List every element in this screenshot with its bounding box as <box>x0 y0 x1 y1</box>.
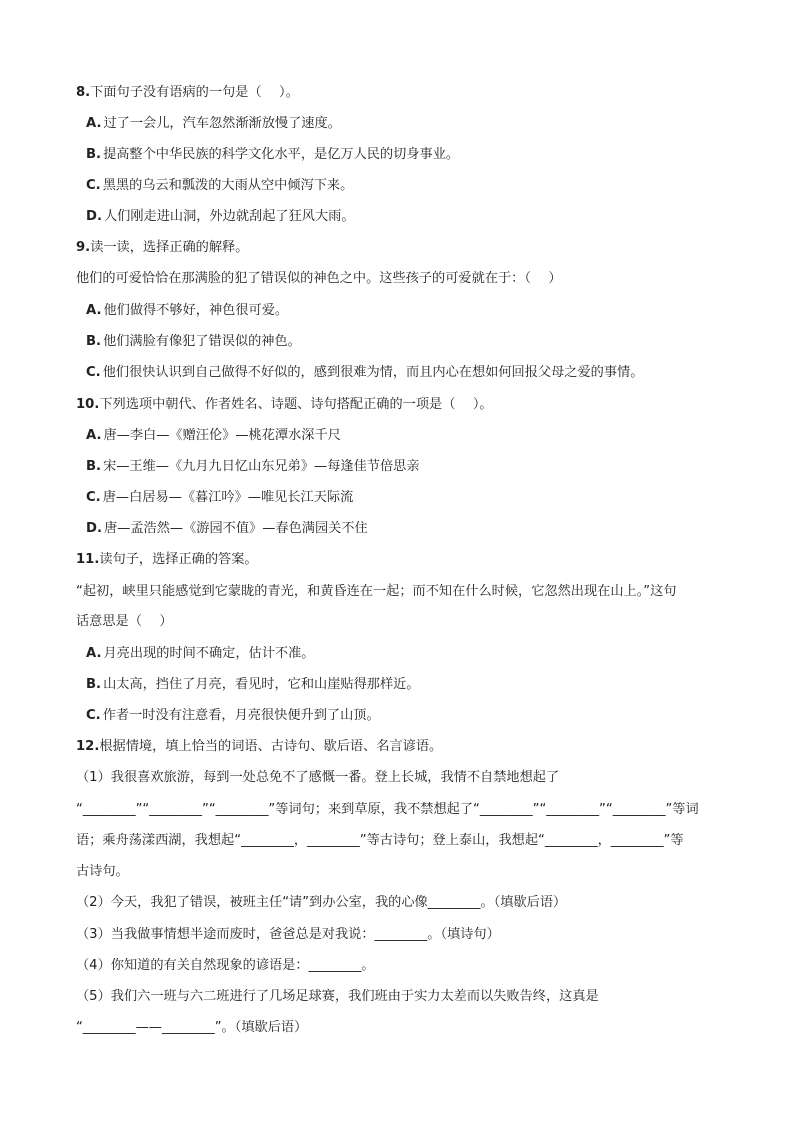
question-11-option-a[interactable]: A. 月亮出现的时间不确定，估计不准。 <box>86 646 315 661</box>
question-9-option-c[interactable]: C. 他们很快认识到自己做得不好似的，感到很难为情，而且内心在想如何回报父母之爱的事情。 <box>86 365 644 380</box>
question-12-line-8: （5）我们六一班与六二班进行了几场足球赛，我们班由于实力太差而以失败告终，这真是 <box>76 989 599 1004</box>
question-10-option-d[interactable]: D. 唐—孟浩然—《游园不值》—春色满园关不住 <box>86 521 368 536</box>
question-8-option-a[interactable]: A. 过了一会儿，汽车忽然渐渐放慢了速度。 <box>86 116 341 131</box>
question-12-line-9[interactable]: “________——________”。（填歇后语） <box>76 1020 308 1035</box>
question-12-line-4: 古诗句。 <box>76 864 129 879</box>
question-10-stem: 10.下列选项中朝代、作者姓名、诗题、诗句搭配正确的一项是（ ）。 <box>76 397 493 412</box>
question-10-option-c[interactable]: C. 唐—白居易—《暮江吟》—唯见长江天际流 <box>86 490 354 505</box>
question-12-line-2[interactable]: “________”“________”“________”等词句；来到草原，我不禁想起了“________”“________”“________”等词 <box>76 802 699 817</box>
question-10-option-b[interactable]: B. 宋—王维—《九月九日忆山东兄弟》—每逢佳节倍思亲 <box>86 459 420 474</box>
question-11-option-b[interactable]: B. 山太高，挡住了月亮，看见时，它和山崖贴得那样近。 <box>86 677 420 692</box>
question-8-option-b[interactable]: B. 提高整个中华民族的科学文化水平，是亿万人民的切身事业。 <box>86 147 460 162</box>
question-9-option-a[interactable]: A. 他们做得不够好，神色很可爱。 <box>86 303 289 318</box>
question-12-line-1[interactable]: （1）我很喜欢旅游，每到一处总免不了感慨一番。登上长城，我情不自禁地想起了 <box>76 770 560 785</box>
question-10-option-a[interactable]: A. 唐—李白—《赠汪伦》—桃花潭水深千尺 <box>86 428 341 443</box>
question-11-stem: 11.读句子，选择正确的答案。 <box>76 552 258 567</box>
question-12-line-7[interactable]: （4）你知道的有关自然现象的谚语是：________。 <box>76 958 375 973</box>
question-12-line-3[interactable]: 语；乘舟荡漾西湖，我想起“________，________”等古诗句；登上泰山，我想起“________，________”等 <box>76 833 684 848</box>
question-9-stem: 9.读一读，选择正确的解释。 <box>76 240 249 255</box>
question-11-option-c[interactable]: C. 作者一时没有注意看，月亮很快便升到了山顶。 <box>86 708 380 723</box>
question-11-passage-line2: 话意思是（ ） <box>76 614 173 629</box>
question-8-option-d[interactable]: D. 人们刚走进山洞，外边就刮起了狂风大雨。 <box>86 209 355 224</box>
question-9-option-b[interactable]: B. 他们满脸有像犯了错误似的神色。 <box>86 334 301 349</box>
question-8-stem: 8.下面句子没有语病的一句是（ ）。 <box>76 85 299 100</box>
question-11-passage-line1: “起初，峡里只能感觉到它蒙眬的青光，和黄昏连在一起；而不知在什么时候，它忽然出现在山上。”这句 <box>76 584 677 599</box>
question-9-passage: 他们的可爱恰恰在那满脸的犯了错误似的神色之中。这些孩子的可爱就在于：（ ） <box>76 271 562 286</box>
question-8-option-c[interactable]: C. 黑黑的乌云和瓢泼的大雨从空中倾泻下来。 <box>86 178 354 193</box>
question-12-stem: 12.根据情境，填上恰当的词语、古诗句、歇后语、名言谚语。 <box>76 739 443 754</box>
question-12-line-6[interactable]: （3）当我做事情想半途而废时，爸爸总是对我说：________。（填诗句） <box>76 927 500 942</box>
question-12-line-5[interactable]: （2）今天，我犯了错误，被班主任“请”到办公室，我的心像________。（填歇后语） <box>76 895 567 910</box>
